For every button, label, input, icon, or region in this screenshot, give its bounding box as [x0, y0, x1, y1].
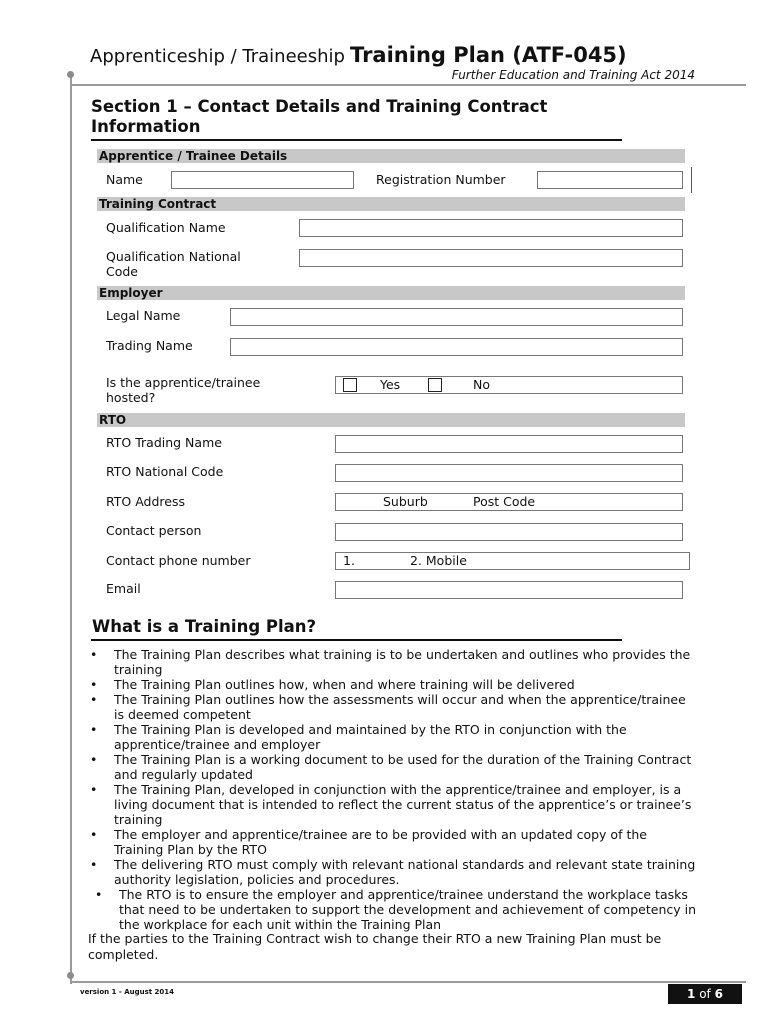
contact-phone-field[interactable] [335, 552, 690, 570]
rto-address-label: RTO Address [106, 494, 186, 509]
hosted-yes-checkbox[interactable] [343, 378, 357, 392]
list-item: • The Training Plan, developed in conjunction with the apprentice/trainee and employer, is a living document that is intended to reflect the current status of the apprentice’s or trainee’s training [88, 782, 698, 827]
hosted-no-checkbox[interactable] [428, 378, 442, 392]
page-number-badge [668, 984, 742, 1004]
qualification-code-label: Qualification National Code [106, 249, 241, 279]
page-of: of [699, 987, 711, 1001]
rto-national-code-field[interactable] [335, 464, 683, 482]
list-item: • The Training Plan describes what training is to be undertaken and outlines who provides the training [88, 647, 698, 677]
suburb-label: Suburb [383, 494, 428, 509]
contact-phone-label: Contact phone number [106, 553, 251, 568]
list-item: • The delivering RTO must comply with relevant national standards and relevant state training authority legislation, policies and procedures. [88, 857, 698, 887]
name-field[interactable] [171, 171, 354, 189]
page-total: 6 [714, 987, 723, 1001]
title-prefix: Apprenticeship / Traineeship [90, 46, 345, 67]
contact-person-field[interactable] [335, 523, 683, 541]
contact-person-label: Contact person [106, 523, 202, 538]
page-title [90, 43, 627, 67]
legal-name-label: Legal Name [106, 308, 181, 323]
list-item: • The Training Plan outlines how, when and where training will be delivered [88, 677, 698, 692]
section-1-underline [91, 139, 622, 141]
rto-heading: RTO [97, 413, 685, 427]
registration-number-field[interactable] [537, 171, 683, 189]
email-field[interactable] [335, 581, 683, 599]
hosted-yes-label: Yes [380, 377, 401, 392]
hosted-field [335, 376, 683, 394]
training-plan-bullets [88, 647, 698, 932]
postcode-label: Post Code [473, 494, 536, 509]
hosted-label: Is the apprentice/trainee hosted? [106, 375, 261, 405]
rule-dot-bottom [67, 972, 74, 979]
page-current: 1 [687, 987, 696, 1001]
header-rule [72, 84, 746, 86]
qualification-code-field[interactable] [299, 249, 683, 267]
rto-trading-name-label: RTO Trading Name [106, 435, 222, 450]
rto-address-field[interactable] [335, 493, 683, 511]
left-margin-rule [70, 72, 72, 984]
list-item: • The Training Plan is a working document to be used for the duration of the Training Contract and regularly updated [88, 752, 698, 782]
phone-2-label: 2. Mobile [410, 553, 467, 568]
qualification-name-field[interactable] [299, 219, 683, 237]
footer-rule [72, 981, 746, 983]
hosted-no-label: No [473, 377, 490, 392]
qualification-name-label: Qualification Name [106, 220, 226, 235]
list-item: • The Training Plan is developed and maintained by the RTO in conjunction with the apprentice/trainee and employer [88, 722, 698, 752]
what-is-underline [91, 639, 622, 641]
training-contract-heading: Training Contract [97, 197, 685, 211]
email-label: Email [106, 581, 141, 596]
name-label: Name [106, 172, 143, 187]
page-subtitle: Further Education and Training Act 2014 [451, 68, 695, 82]
field-divider [691, 167, 692, 193]
employer-heading: Employer [97, 286, 685, 300]
list-item: • The Training Plan outlines how the assessments will occur and when the apprentice/trainee is deemed competent [88, 692, 698, 722]
version-label: version 1 - August 2014 [80, 988, 175, 996]
rto-national-code-label: RTO National Code [106, 464, 224, 479]
what-is-heading: What is a Training Plan? [92, 617, 317, 636]
list-item: • The employer and apprentice/trainee are to be provided with an updated copy of the Training Plan by the RTO [88, 827, 698, 857]
title-main: Training Plan (ATF-045) [350, 43, 627, 67]
registration-number-label: Registration Number [376, 172, 506, 187]
rto-trading-name-field[interactable] [335, 435, 683, 453]
trading-name-label: Trading Name [106, 338, 193, 353]
list-item: • The RTO is to ensure the employer and apprentice/trainee understand the workplace tasks that need to be undertaken to support the development and achievement of competency in the workplace for each unit within the Training Plan [88, 887, 698, 932]
rule-dot-top [67, 71, 74, 78]
section-1-title: Section 1 – Contact Details and Training Contract Information [91, 97, 548, 136]
closing-paragraph: If the parties to the Training Contract wish to change their RTO a new Training Plan must be completed. [88, 931, 662, 962]
trading-name-field[interactable] [230, 338, 683, 356]
apprentice-details-heading: Apprentice / Trainee Details [97, 149, 685, 163]
phone-1-label: 1. [343, 553, 355, 568]
legal-name-field[interactable] [230, 308, 683, 326]
